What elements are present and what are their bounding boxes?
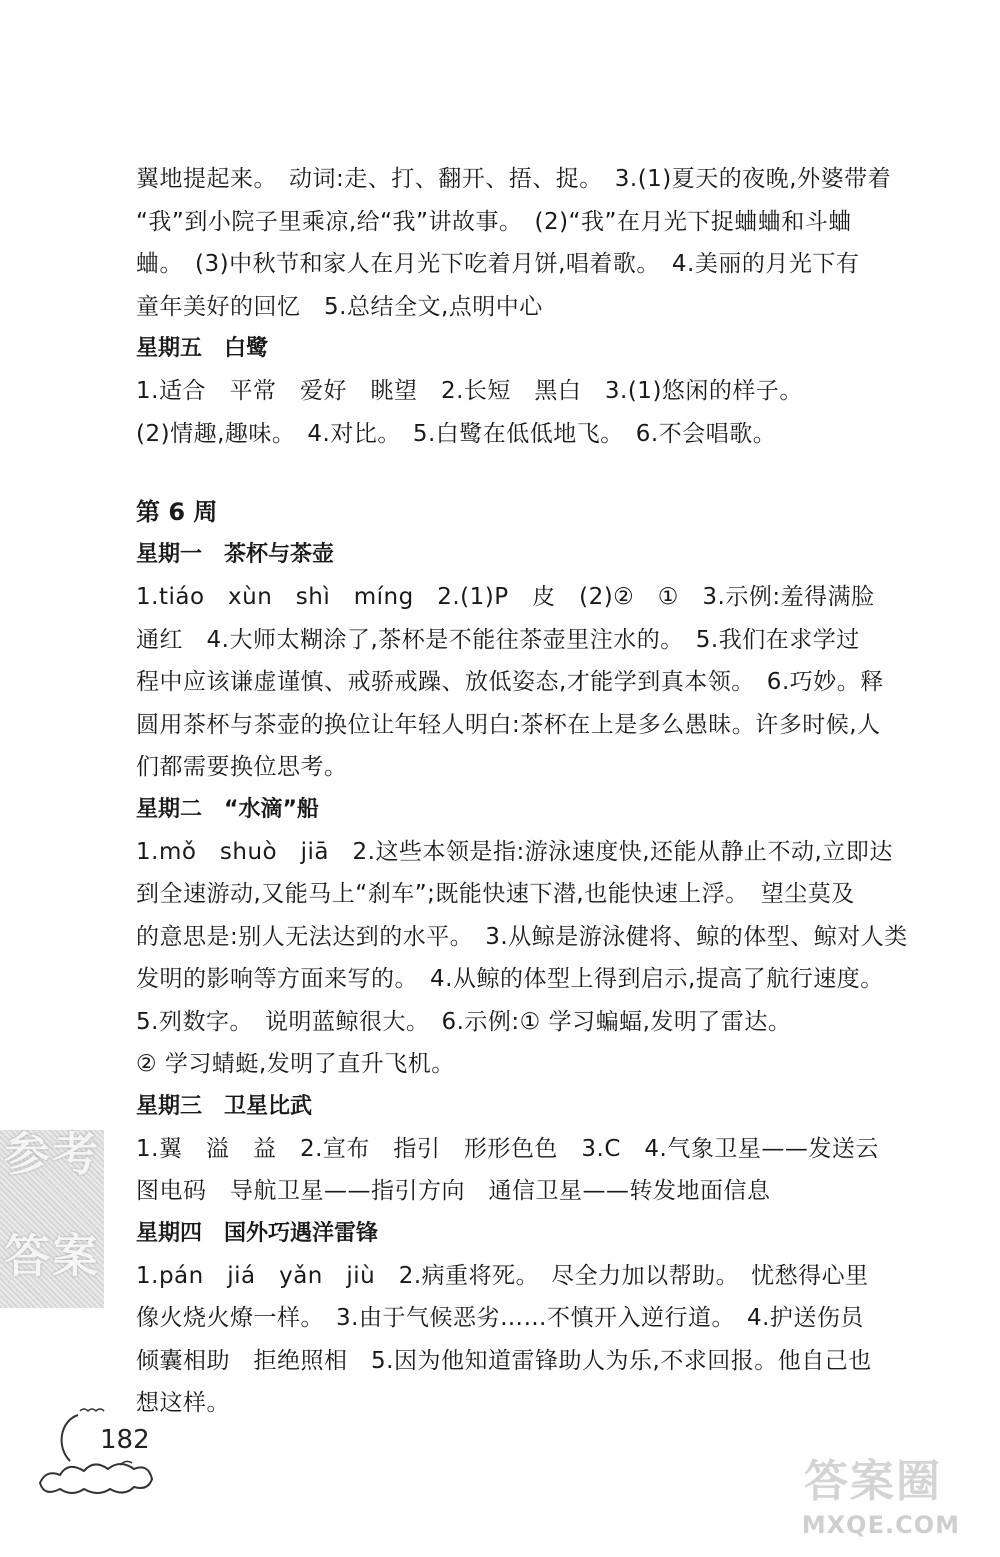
answer-line: 到全速游动,又能马上“刹车”;既能快速下潜,也能快速上浮。 望尘莫及 bbox=[136, 881, 855, 907]
answer-content bbox=[136, 158, 916, 1425]
thursday-answers bbox=[136, 1255, 916, 1425]
answer-line: ② 学习蜻蜓,发明了直升飞机。 bbox=[136, 1051, 455, 1077]
answer-line: 1.pán jiá yǎn jiù 2.病重将死。 尽全力加以帮助。 忧愁得心里 bbox=[136, 1262, 869, 1289]
monday-answers bbox=[136, 576, 916, 789]
answer-line: 翼地提起来。 动词:走、打、翻开、捂、捉。 3.(1)夏天的夜晚,外婆带着 bbox=[136, 166, 892, 192]
answer-line: “我”到小院子里乘凉,给“我”讲故事。 (2)“我”在月光下捉蛐蛐和斗蛐 bbox=[136, 208, 852, 235]
answer-line: 圆用茶杯与茶壶的换位让年轻人明白:茶杯在上是多么愚昧。许多时候,人 bbox=[136, 711, 881, 738]
answer-line: 通红 4.大师太糊涂了,茶杯是不能往茶壶里注水的。 5.我们在求学过 bbox=[136, 626, 860, 653]
section-heading-monday: 星期一 茶杯与茶壶 bbox=[136, 542, 335, 567]
wednesday-answers bbox=[136, 1128, 916, 1213]
answer-line: 图电码 导航卫星——指引方向 通信卫星——转发地面信息 bbox=[136, 1178, 771, 1204]
answer-line: 想这样。 bbox=[136, 1390, 230, 1416]
answer-line: 像火烧火燎一样。 3.由于气候恶劣……不慎开入逆行道。 4.护送伤员 bbox=[136, 1305, 864, 1331]
tuesday-answers bbox=[136, 831, 916, 1086]
answer-line: 5.列数字。 说明蓝鲸很大。 6.示例:① 学习蝙蝠,发明了雷达。 bbox=[136, 1008, 792, 1035]
answer-line: 1.tiáo xùn shì míng 2.(1)P 皮 (2)② ① 3.示例:羞得满脸 bbox=[136, 584, 875, 610]
friday-answers bbox=[136, 370, 916, 455]
page-number: 182 bbox=[100, 1425, 150, 1455]
side-tab-label: 答案 bbox=[4, 1229, 100, 1283]
answer-line: 1.适合 平常 爱好 眺望 2.长短 黑白 3.(1)悠闲的样子。 bbox=[136, 378, 803, 404]
section-heading-tuesday: 星期二 “水滴”船 bbox=[136, 796, 319, 822]
answer-line: 1.mǒ shuò jiā 2.这些本领是指:游泳速度快,还能从静止不动,立即达 bbox=[136, 838, 893, 865]
answer-line: 1.翼 溢 益 2.宣布 指引 形形色色 3.C 4.气象卫星——发送云 bbox=[136, 1135, 879, 1162]
answer-line: 发明的影响等方面来写的。 4.从鲸的体型上得到启示,提高了航行速度。 bbox=[136, 966, 884, 992]
answer-line: (2)情趣,趣味。 4.对比。 5.白鹭在低低地飞。 6.不会唱歌。 bbox=[136, 420, 777, 447]
answer-line: 童年美好的回忆 5.总结全文,点明中心 bbox=[136, 293, 543, 320]
section-heading-wednesday: 星期三 卫星比武 bbox=[136, 1093, 313, 1119]
answer-line: 倾囊相助 拒绝照相 5.因为他知道雷锋助人为乐,不求回报。他自己也 bbox=[136, 1347, 872, 1374]
site-watermark bbox=[762, 1456, 982, 1549]
week-heading: 第 6 周 bbox=[136, 498, 218, 526]
section-heading-thursday: 星期四 国外巧遇洋雷锋 bbox=[136, 1220, 379, 1246]
watermark-logo-text: 答案圈 bbox=[804, 1456, 942, 1507]
answer-line: 程中应该谦虚谨慎、戒骄戒躁、放低姿态,才能学到真本领。 6.巧妙。释 bbox=[136, 669, 884, 695]
answer-line: 们都需要换位思考。 bbox=[136, 754, 348, 780]
section-heading-friday: 星期五 白鹭 bbox=[136, 336, 269, 361]
answer-line: 蛐。 (3)中秋节和家人在月光下吃着月饼,唱着歌。 4.美丽的月光下有 bbox=[136, 251, 860, 277]
watermark-url: MXQE.COM bbox=[801, 1511, 960, 1539]
side-tab-label: 参考 bbox=[4, 1127, 100, 1181]
continued-answers bbox=[136, 158, 916, 328]
answer-line: 的意思是:别人无法达到的水平。 3.从鲸是游泳健将、鲸的体型、鲸对人类 bbox=[136, 923, 908, 950]
